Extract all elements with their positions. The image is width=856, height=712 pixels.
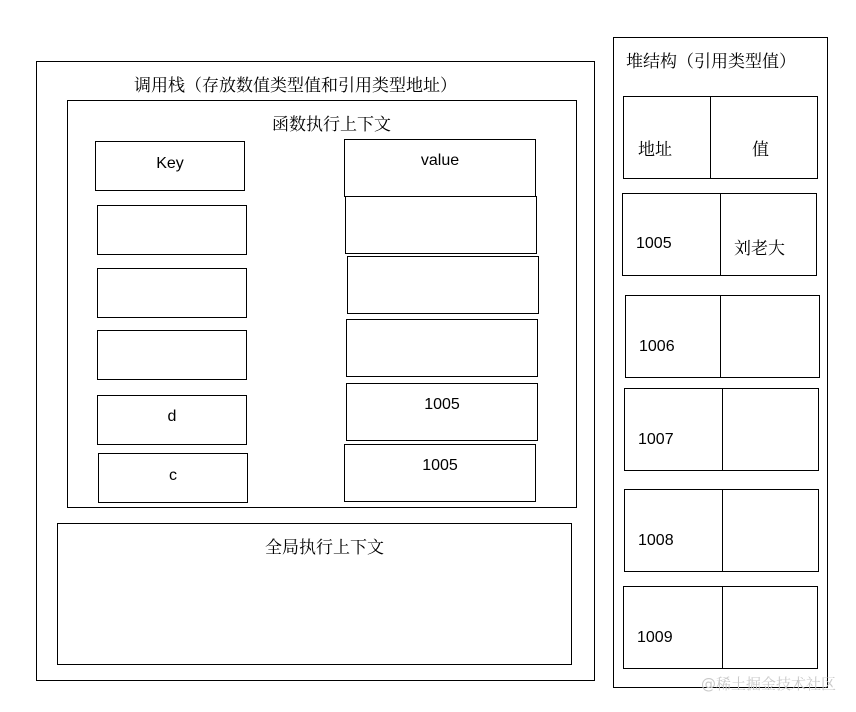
heap-address: 1008 [638,532,674,549]
value-header-label: value [420,152,460,169]
heap-divider [722,490,723,571]
heap-title: 堆结构（引用类型值） [626,52,796,72]
key-cell [97,395,247,445]
heap-row [623,586,818,669]
key-cell [97,268,247,318]
value-cell-label: 1005 [422,457,458,474]
heap-address: 1007 [638,431,674,448]
call-stack-title: 调用栈（存放数值类型值和引用类型地址） [134,76,457,96]
heap-divider [720,296,721,377]
heap-header-row [623,96,818,179]
key-cell [98,453,248,503]
heap-address-header: 地址 [638,140,672,160]
heap-row [624,489,819,572]
heap-address: 1006 [639,338,675,355]
heap-value: 刘老大 [734,239,785,259]
function-context-title: 函数执行上下文 [272,115,391,135]
key-header-label: Key [156,155,184,172]
value-cell [347,256,539,314]
heap-value-header: 值 [752,140,769,160]
key-cell-label: d [167,408,177,425]
heap-address: 1009 [637,629,673,646]
value-cell [346,319,538,377]
key-cell [97,205,247,255]
value-cell [345,196,537,254]
heap-divider [722,587,723,668]
value-cell-label: 1005 [424,396,460,413]
value-cell [346,383,538,441]
heap-row [622,193,817,276]
heap-address: 1005 [636,235,672,252]
heap-row [624,388,819,471]
watermark: @稀土掘金技术社区 [700,675,836,693]
heap-divider [722,389,723,470]
key-cell [97,330,247,380]
heap-divider [710,97,711,178]
key-cell-label: c [169,467,177,484]
value-cell [344,444,536,502]
value-header-cell [344,139,536,197]
heap-row [625,295,820,378]
key-header-cell [95,141,245,191]
global-context-title: 全局执行上下文 [265,538,384,558]
heap-divider [720,194,721,275]
